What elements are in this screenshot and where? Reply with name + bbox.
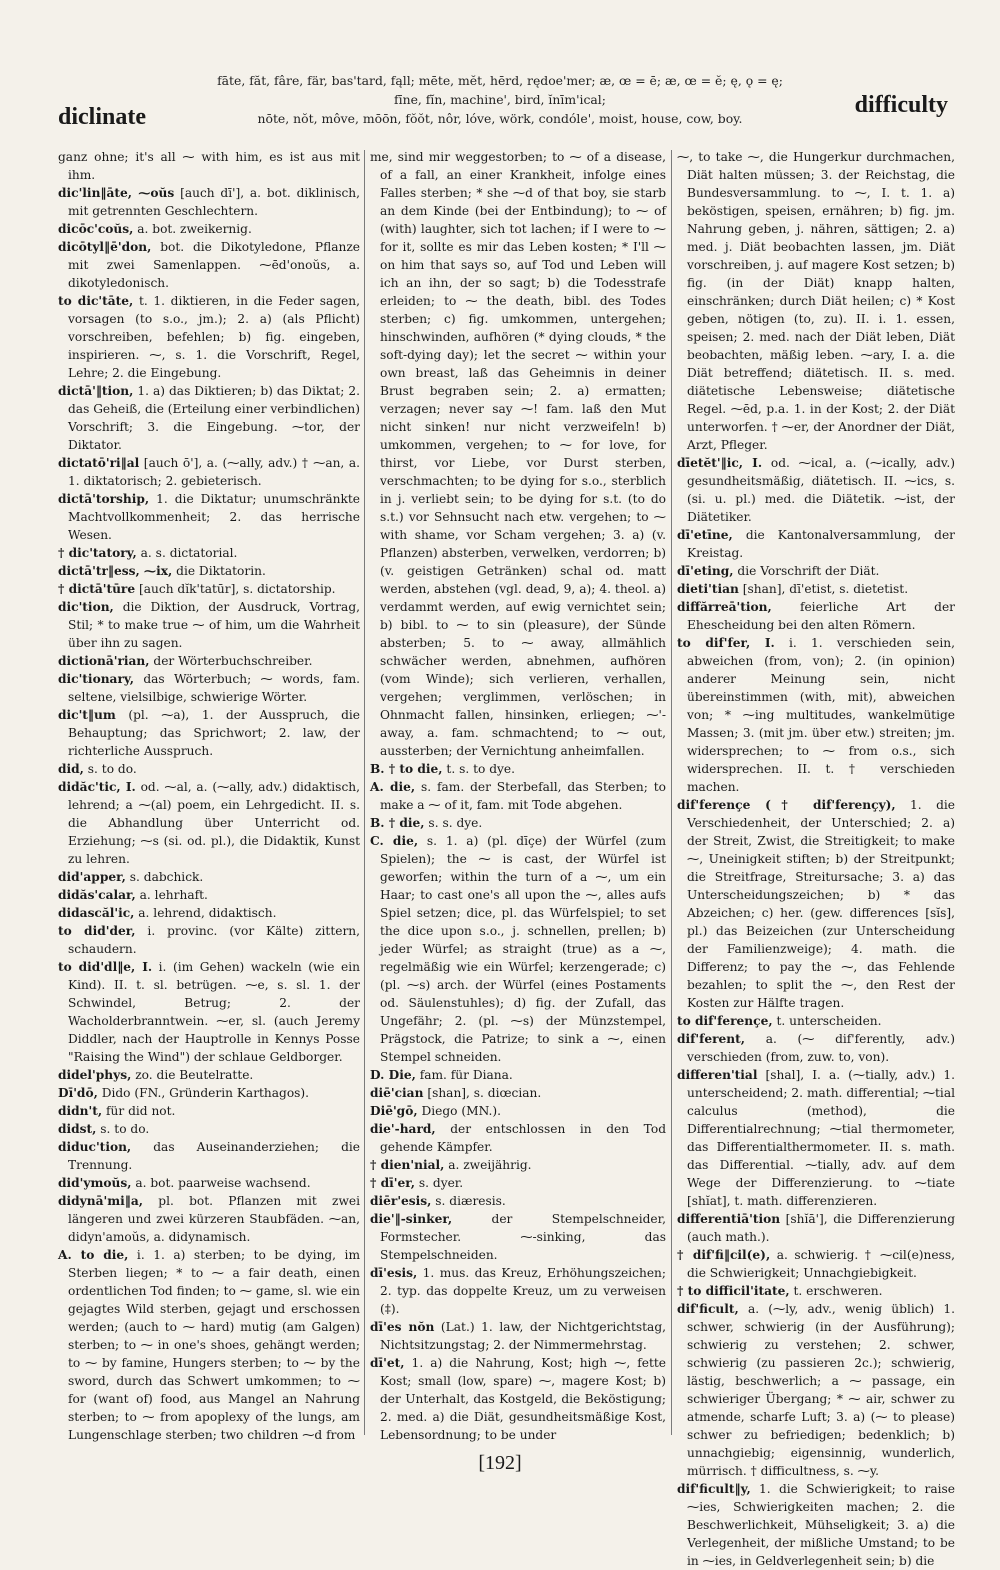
entry-headword: dī'esis, (370, 1266, 418, 1280)
dictionary-entry (677, 1282, 955, 1300)
entry-headword: Diē'gō, (370, 1104, 418, 1118)
entry-definition: (pl. ⁓a), 1. der Ausspruch, die Behauptung; das Sprichwort; 2. law, der richterliche Ausspruch. (68, 708, 360, 758)
entry-headword: diduc'tion, (58, 1140, 132, 1154)
entry-headword: didascăl'ic, (58, 906, 135, 920)
dictionary-entry (677, 562, 955, 580)
entry-definition: die Vorschrift der Diät. (733, 564, 880, 578)
entry-headword: dictā'‖tion, (58, 384, 134, 398)
dictionary-entry (58, 868, 360, 886)
entry-definition: od. ⁓ical, a. (⁓ically, adv.) gesundheitsmäßig, diätetisch. II. ⁓ics, s. (si. u. pl.) med. die Diätetik. ⁓ist, der Diätetiker. (687, 456, 955, 524)
entry-definition: s. 1. a) (pl. dīçe) der Würfel (zum Spielen); the ⁓ is cast, der Würfel ist geworfen; within the turn of a ⁓, um ein Haar; to cast one's all upon the ⁓, alles aufs Spiel setzen; dice, pl. das Würfelspiel; to set the dice upon s.o., j. schnellen, prellen; b) jeder Würfel; as straight (true) as a ⁓, regelmäßig wie ein Würfel; kerzengerade; c) (pl. ⁓s) arch. der Würfel (eines Postaments od. Säulenstuhles); d) fig. der Zufall, das Ungefähr; 2. (pl. ⁓s) der Münzstempel, Prägstock, die Patrize; to sink a ⁓, einen Stempel schneiden. (380, 834, 667, 1064)
entry-headword: B. † to die, (370, 762, 443, 776)
entry-headword: didăs'calar, (58, 888, 136, 902)
dictionary-entry (370, 1066, 666, 1084)
entry-headword: didn't, (58, 1104, 103, 1118)
entry-definition: [shan], dī'etist, s. dietetist. (738, 582, 909, 596)
entry-definition: s. dabchick. (125, 870, 204, 884)
entry-definition: ⁓, to take ⁓, die Hungerkur durchmachen, Diät halten müssen; 3. der Reichstag, die Bundesversammlung. to ⁓, I. t. 1. a) beköstigen, speisen, ernähren; b) fig. jm. Nahrung geben, j. nähren, sättigen; 2. a) med. j. Diät beobachten lassen, jm. Diät vorschreiben, j. auf magere Kost setzen; b) fig. (in der Diät) knapp halten, einschränken; durch Diät heilen; c) * Kost geben, nötigen (to, zu). II. i. 1. essen, speisen; 2. med. nach der Diät leben, Diät beobachten, mäßig leben. ⁓ary, I. a. die Diät betreffend; diätetisch. II. s. med. diätetische Lebensweise; diätetische Regel. ⁓ēd, p.a. 1. in der Kost; 2. der Diät unterworfen. † ⁓er, der Anordner der Diät, Arzt, Pfleger. (677, 150, 955, 452)
entry-headword: dic'tion, (58, 600, 114, 614)
entry-definition: die Kantonalversammlung, der Kreistag. (687, 528, 955, 560)
dictionary-entry (58, 292, 360, 382)
page-header (0, 0, 1000, 140)
entry-definition: 1. die Verschiedenheit, der Unterschied; 2. a) der Streit, Zwist, die Streitigkeit; to make ⁓, Uneinigkeit stiften; b) der Streitpunkt; die Streitfrage, Streitursache; 3. a) das Unterscheidungszeichen; b) * das Abzeichen; c) her. (gew. differences [sĭs], pl.) das Beizeichen (zur Unterscheidung der Familienzweige); 4. math. die Differenz; to pay the ⁓, das Fehlende bezahlen; to split the ⁓, den Rest der Kosten zur Hälfte tragen. (687, 798, 955, 1010)
entry-headword: dīetĕt'‖ic, I. (677, 456, 763, 470)
dictionary-entry (370, 814, 666, 832)
entry-headword: differen'tial (677, 1068, 758, 1082)
dictionary-column-3 (677, 148, 956, 1568)
dictionary-entry (58, 1120, 360, 1138)
page-number: [192] (478, 1452, 522, 1474)
entry-headword: dī'et, (370, 1356, 405, 1370)
entry-definition: a. bot. zweikernig. (133, 222, 252, 236)
entry-headword: dic'tionary, (58, 672, 135, 686)
entry-headword: dif'ficult, (677, 1302, 739, 1316)
pronunciation-key-line-1: fāte, făt, fâre, fär, bas'tard, fąll; mēte, mĕt, hērd, rędoe'mer; æ, œ = ē; æ, œ = ĕ; ę, ǫ = ę; (217, 73, 783, 88)
entry-definition: i. provinc. (vor Kälte) zittern, schaudern. (68, 924, 360, 956)
entry-headword: did, (58, 762, 84, 776)
dictionary-entry (370, 1318, 666, 1354)
entry-definition: zo. die Beutelratte. (131, 1068, 254, 1082)
entry-headword: to did'dl‖e, I. (58, 960, 153, 974)
dictionary-entry (58, 598, 360, 652)
dictionary-column-1 (58, 148, 361, 1442)
dictionary-column-2 (370, 148, 667, 1442)
entry-definition: s. s. dye. (424, 816, 483, 830)
entry-definition: bot. die Dikotyledone, Pflanze mit zwei Samenlappen. ⁓ēd'onoŭs, a. dikotyledonisch. (68, 240, 360, 290)
entry-definition: [auch dī'], a. bot. diklinisch, mit getrennten Geschlechtern. (68, 186, 361, 218)
dictionary-entry (677, 1480, 955, 1570)
dictionary-entry (677, 1246, 955, 1282)
entry-definition: fam. für Diana. (415, 1068, 513, 1082)
entry-headword: to dic'tāte, (58, 294, 134, 308)
entry-definition: i. 1. a) sterben; to be dying, im Sterben liegen; * to ⁓ a fair death, einen ordentlichen Tod finden; to ⁓ game, sl. wie ein gejagtes Wild sterben, gejagt und erschossen werden; (auch to ⁓ hard) mutig (am Galgen) sterben; to ⁓ in one's shoes, gehängt werden; to ⁓ by famine, Hungers sterben; to ⁓ by the sword, durch das Schwert umkommen; to ⁓ for (want of) food, aus Mangel an Nahrung sterben; to ⁓ from apoplexy of the lungs, am Lungenschlage sterben; two children ⁓d from (68, 1248, 361, 1442)
dictionary-entry (58, 670, 360, 706)
dictionary-entry (58, 562, 360, 580)
dictionary-entry (370, 1174, 666, 1192)
entry-headword: diffărreā'tion, (677, 600, 772, 614)
entry-definition: a. schwierig. † ⁓cil(e)ness, die Schwierigkeit; Unnachgiebigkeit. (687, 1248, 955, 1280)
entry-definition: i. (im Gehen) wackeln (wie ein Kind). II. t. sl. betrügen. ⁓e, s. sl. 1. der Schwindel, Betrug; 2. der Wacholderbranntwein. ⁓er, sl. (auch Jeremy Diddler, nach der Hauptrolle in Kennys Posse "Raising the Wind") der schlaue Geldborger. (68, 960, 360, 1064)
entry-definition: [auch dĭk'tatūr], s. dictatorship. (135, 582, 336, 596)
entry-definition: a. (⁓ dif'ferently, adv.) verschieden (from, zuw. to, von). (687, 1032, 955, 1064)
entry-definition: a. (⁓ly, adv., wenig üblich) 1. schwer, schwierig (in der Ausführung); schwierig zu verstehen; 2. schwer, schwierig (zu passieren 2c.); schwierig, lästig, beschwerlich; a ⁓ passage, ein schwieriger Übergang; * ⁓ air, schwer zu atmende, scharfe Luft; 3. a) (⁓ to please) schwer zu befriedigen; bedenklich; b) unnachgiebig; eigensinnig, wunderlich, mürrisch. † difficultness, s. ⁓y. (687, 1302, 955, 1478)
entry-definition: das Wörterbuch; ⁓ words, fam. seltene, vielsilbige, schwierige Wörter. (68, 672, 360, 704)
dictionary-entry (370, 1102, 666, 1120)
entry-definition: me, sind mir weggestorben; to ⁓ of a disease, of a fall, an einer Krankheit, infolge eines Falles sterben; * she ⁓d of that boy, sie starb an dem Kinde (bei der Entbindung); to ⁓ of (with) laughter, sich tot lachen; if I were to ⁓ for it, sollte es mir das Leben kosten; * I'll ⁓ on him that says so, auf Tod und Leben will ich an ihn, der so sagt; b) die Todesstrafe erleiden; to ⁓ the death, bibl. des Todes sterben; c) fig. umkommen, untergehen; hinschwinden, aufhören (* dying clouds, * the soft-dying day); let the secret ⁓ within your own breast, laß das Geheimnis in deiner Brust begraben sein; 2. a) ermatten; verzagen; never say ⁓! fam. laß den Mut nicht sinken! nur nicht verzweifeln! b) umkommen, vergehen; to ⁓ for love, for thirst, vor Liebe, vor Durst sterben, verschmachten; to be dying for s.o., sterblich in j. verliebt sein; to be dying for s.t. (to do s.t.) vor Sehnsucht nach etw. vergehen; to ⁓ with shame, vor Scham vergehen; 3. a) (v. Pflanzen) absterben, verwelken, verdorren; b) (v. geistigen Getränken) schal od. matt werden, abstehen (vgl. dead, 9, a); 4. theol. a) verdammt werden, auf ewig vernichtet sein; b) bibl. to ⁓ to sin (pleasure), der Sünde absterben; 5. to ⁓ away, allmählich schwächer werden, abnehmen, aufhören (vom Winde); sich verlieren, verhallen, vergehen; verglimmen, verlöschen; in Ohnmacht fallen, hinsinken, erliegen; ⁓'-away, a. fam. schmachtend; to ⁓ out, aussterben; der Vernichtung anheimfallen. (370, 150, 666, 758)
entry-definition: s. fam. der Sterbefall, das Sterben; to make a ⁓ of it, fam. mit Tode abgehen. (380, 780, 667, 812)
entry-definition: 1. a) das Diktieren; b) das Diktat; 2. das Geheiß, die (Erteilung einer verbindlichen) Vorschrift; 3. die Eingebung. ⁓tor, der Diktator. (68, 384, 360, 452)
dictionary-entry (58, 1246, 360, 1444)
guide-word-left: diclinate (58, 104, 146, 130)
entry-definition: [shal], I. a. (⁓tially, adv.) 1. unterscheidend; 2. math. differential; ⁓tial calculus (method), die Differentialrechnung; ⁓tial thermometer, das Differentialthermometer. II. s. math. das Differential. ⁓tially, adv. auf dem Wege der Differenzierung. to ⁓tiate [shĭat], t. math. differenzieren. (687, 1068, 955, 1208)
dictionary-entry (677, 1012, 955, 1030)
entry-headword: dī'etīne, (677, 528, 733, 542)
dictionary-entry (677, 454, 955, 526)
entry-headword: dictā'tr‖ess, ⁓ix, (58, 564, 173, 578)
entry-headword: dic'lin‖āte, ⁓oŭs (58, 186, 175, 200)
entry-definition: a. s. dictatorial. (136, 546, 238, 560)
entry-definition: a. lehrend, didaktisch. (134, 906, 277, 920)
dictionary-entry (58, 1138, 360, 1174)
entry-headword: dicōtyl‖ē'don, (58, 240, 152, 254)
dictionary-entry (677, 1030, 955, 1066)
entry-definition: das Auseinanderziehen; die Trennung. (68, 1140, 360, 1172)
entry-headword: † dictā'tūre (58, 582, 136, 596)
dictionary-entry (58, 580, 360, 598)
dictionary-entry (58, 382, 360, 454)
column-divider (671, 150, 672, 1435)
entry-headword: didst, (58, 1122, 97, 1136)
entry-headword: didynā'mi‖a, (58, 1194, 144, 1208)
entry-definition: die Diktion, der Ausdruck, Vortrag, Stil; * to make true ⁓ of him, um die Wahrheit über ihn zu sagen. (68, 600, 360, 650)
entry-definition: a. lehrhaft. (135, 888, 208, 902)
dictionary-entry (370, 832, 666, 1066)
entry-headword: diēr'esis, (370, 1194, 432, 1208)
entry-definition: s. to do. (83, 762, 137, 776)
entry-headword: † dien'nial, (370, 1158, 445, 1172)
dictionary-entry (58, 544, 360, 562)
dictionary-entry (677, 580, 955, 598)
entry-headword: did'ymoŭs, (58, 1176, 132, 1190)
dictionary-entry (370, 1210, 666, 1264)
dictionary-entry (677, 526, 955, 562)
entry-definition: (Lat.) 1. law, der Nichtgerichtstag, Nichtsitzungstag; 2. der Nimmermehrstag. (380, 1320, 667, 1352)
dictionary-entry (58, 760, 360, 778)
entry-headword: differentiā'tion (677, 1212, 781, 1226)
dictionary-entry (370, 1264, 666, 1318)
entry-headword: die'-hard, (370, 1122, 436, 1136)
dictionary-entry (58, 1084, 360, 1102)
entry-headword: A. to die, (58, 1248, 129, 1262)
entry-headword: did'apper, (58, 870, 126, 884)
entry-headword: didel'phys, (58, 1068, 132, 1082)
entry-headword: diē'cian (370, 1086, 424, 1100)
entry-headword: dif'ferençe († dif'ferençy), (677, 798, 896, 812)
dictionary-entry (370, 1120, 666, 1156)
dictionary-entry (58, 1066, 360, 1084)
entry-definition: t. s. to dye. (442, 762, 515, 776)
entry-definition: die Diktatorin. (172, 564, 266, 578)
entry-definition: t. unterscheiden. (772, 1014, 882, 1028)
entry-headword: dictatō'ri‖al (58, 456, 140, 470)
entry-definition: für did not. (102, 1104, 176, 1118)
entry-definition: [shĭā'], die Differenzierung (auch math.). (687, 1212, 955, 1244)
dictionary-entry (370, 760, 666, 778)
dictionary-entry (677, 634, 955, 796)
entry-definition: t. erschweren. (789, 1284, 883, 1298)
dictionary-entry (677, 1066, 955, 1210)
entry-definition: pl. bot. Pflanzen mit zwei längeren und zwei kürzeren Staubfäden. ⁓an, didyn'amoŭs, a. didynamisch. (68, 1194, 360, 1244)
dictionary-entry (58, 886, 360, 904)
entry-headword: dif'ficult‖y, (677, 1482, 751, 1496)
pronunciation-key-line-2: fīne, fĭn, machine', bird, ĭnīm'ical; (394, 92, 606, 107)
entry-definition: der Wörterbuchschreiber. (149, 654, 313, 668)
dictionary-entry (58, 922, 360, 958)
entry-headword: dif'ferent, (677, 1032, 746, 1046)
entry-definition: a. zweijährig. (444, 1158, 532, 1172)
entry-headword: to did'der, (58, 924, 136, 938)
entry-headword: † dif'fi‖cil(e), (677, 1248, 771, 1262)
entry-headword: dictionā'rian, (58, 654, 150, 668)
pronunciation-key-line-3: nōte, nŏt, môve, mōōn, fŏŏt, nôr, lóve, wörk, condóle', moist, house, cow, boy. (257, 111, 743, 126)
dictionary-entry (58, 220, 360, 238)
dictionary-entry (58, 454, 360, 490)
entry-definition: 1. mus. das Kreuz, Erhöhungszeichen; 2. typ. das doppelte Kreuz, um zu verweisen (‡). (380, 1266, 666, 1316)
entry-definition: s. dyer. (415, 1176, 464, 1190)
column-divider (364, 150, 365, 1435)
dictionary-entry (370, 1192, 666, 1210)
dictionary-entry (370, 148, 666, 760)
entry-headword: dic't‖um (58, 708, 116, 722)
entry-definition: 1. die Schwierigkeit; to raise ⁓ies, Schwierigkeiten machen; 2. die Beschwerlichkeit, Mühseligkeit; 3. a) die Verlegenheit, der mißliche Umstand; to be in ⁓ies, in Geldverlegenheit sein; b) die (687, 1482, 955, 1568)
entry-definition: Diego (MN.). (417, 1104, 501, 1118)
entry-headword: dictā'torship, (58, 492, 150, 506)
entry-headword: C. die, (370, 834, 419, 848)
dictionary-entry (58, 1192, 360, 1246)
dictionary-entry (58, 1174, 360, 1192)
entry-headword: to dif'ferençe, (677, 1014, 773, 1028)
entry-headword: Dī'dō, (58, 1086, 98, 1100)
entry-definition: Dido (FN., Gründerin Karthagos). (97, 1086, 310, 1100)
entry-headword: dieti'tian (677, 582, 739, 596)
dictionary-entry (58, 904, 360, 922)
entry-definition: [auch ō'], a. (⁓ally, adv.) † ⁓an, a. 1. diktatorisch; 2. gebieterisch. (68, 456, 360, 488)
dictionary-entry (58, 184, 360, 220)
entry-headword: dī'es nŏn (370, 1320, 435, 1334)
entry-headword: to dif'fer, I. (677, 636, 775, 650)
dictionary-entry (370, 1084, 666, 1102)
entry-definition: der Stempelschneider, Formstecher. ⁓-sinking, das Stempelschneiden. (380, 1212, 666, 1262)
entry-definition: s. diæresis. (431, 1194, 506, 1208)
entry-headword: † dī'er, (370, 1176, 416, 1190)
entry-definition: [shan], s. diœcian. (423, 1086, 542, 1100)
dictionary-entry (58, 958, 360, 1066)
dictionary-entry (58, 778, 360, 868)
entry-definition: feierliche Art der Ehescheidung bei den alten Römern. (687, 600, 955, 632)
dictionary-entry (58, 148, 360, 184)
dictionary-entry (58, 238, 360, 292)
guide-word-right: difficulty (854, 92, 948, 118)
entry-headword: † dic'tatory, (58, 546, 137, 560)
entry-definition: a. bot. paarweise wachsend. (131, 1176, 311, 1190)
entry-definition: 1. die Diktatur; unumschränkte Machtvollkommenheit; 2. das herrische Wesen. (68, 492, 360, 542)
dictionary-entry (677, 796, 955, 1012)
dictionary-entry (58, 490, 360, 544)
entry-definition: i. 1. verschieden sein, abweichen (from, von); 2. (in opinion) anderer Meinung sein, nicht übereinstimmen (with, mit), abweichen von; * ⁓ing multitudes, wankelmütige Massen; 3. (mit jm. über etw.) streiten; jm. widersprechen; to ⁓ from o.s., sich widersprechen. II. t. † verschieden machen. (687, 636, 956, 794)
entry-headword: † to difficil'itate, (677, 1284, 790, 1298)
entry-headword: A. die, (370, 780, 416, 794)
entry-headword: dicōc'coŭs, (58, 222, 134, 236)
entry-headword: didăc'tic, I. (58, 780, 136, 794)
entry-headword: die'‖-sinker, (370, 1212, 453, 1226)
dictionary-entry (58, 706, 360, 760)
entry-definition: od. ⁓al, a. (⁓ally, adv.) didaktisch, lehrend; a ⁓(al) poem, ein Lehrgedicht. II. s. die Abhandlung über Unterricht od. Erziehung; ⁓s (si. od. pl.), die Didaktik, Kunst zu lehren. (68, 780, 360, 866)
dictionary-entry (370, 1156, 666, 1174)
dictionary-entry (677, 148, 955, 454)
dictionary-entry (370, 1354, 666, 1444)
dictionary-entry (58, 652, 360, 670)
dictionary-entry (677, 1210, 955, 1246)
entry-definition: s. to do. (96, 1122, 150, 1136)
entry-headword: dī'eting, (677, 564, 734, 578)
dictionary-entry (677, 598, 955, 634)
dictionary-entry (370, 778, 666, 814)
entry-definition: 1. a) die Nahrung, Kost; high ⁓, fette Kost; small (low, spare) ⁓, magere Kost; b) der Unterhalt, das Kostgeld, die Beköstigung; 2. med. a) die Diät, gesundheitsmäßige Kost, Lebensordnung; to be under (380, 1356, 666, 1442)
entry-definition: der entschlossen in den Tod gehende Kämpfer. (380, 1122, 666, 1154)
entry-definition: ganz ohne; it's all ⁓ with him, es ist aus mit ihm. (58, 150, 360, 182)
entry-definition: t. 1. diktieren, in die Feder sagen, vorsagen (to s.o., jm.); 2. a) (als Pflicht) vorschreiben, befehlen; b) fig. eingeben, inspirieren. ⁓, s. 1. die Vorschrift, Regel, Lehre; 2. die Eingebung. (68, 294, 360, 380)
dictionary-entry (58, 1102, 360, 1120)
entry-headword: D. Die, (370, 1068, 416, 1082)
entry-headword: B. † die, (370, 816, 425, 830)
